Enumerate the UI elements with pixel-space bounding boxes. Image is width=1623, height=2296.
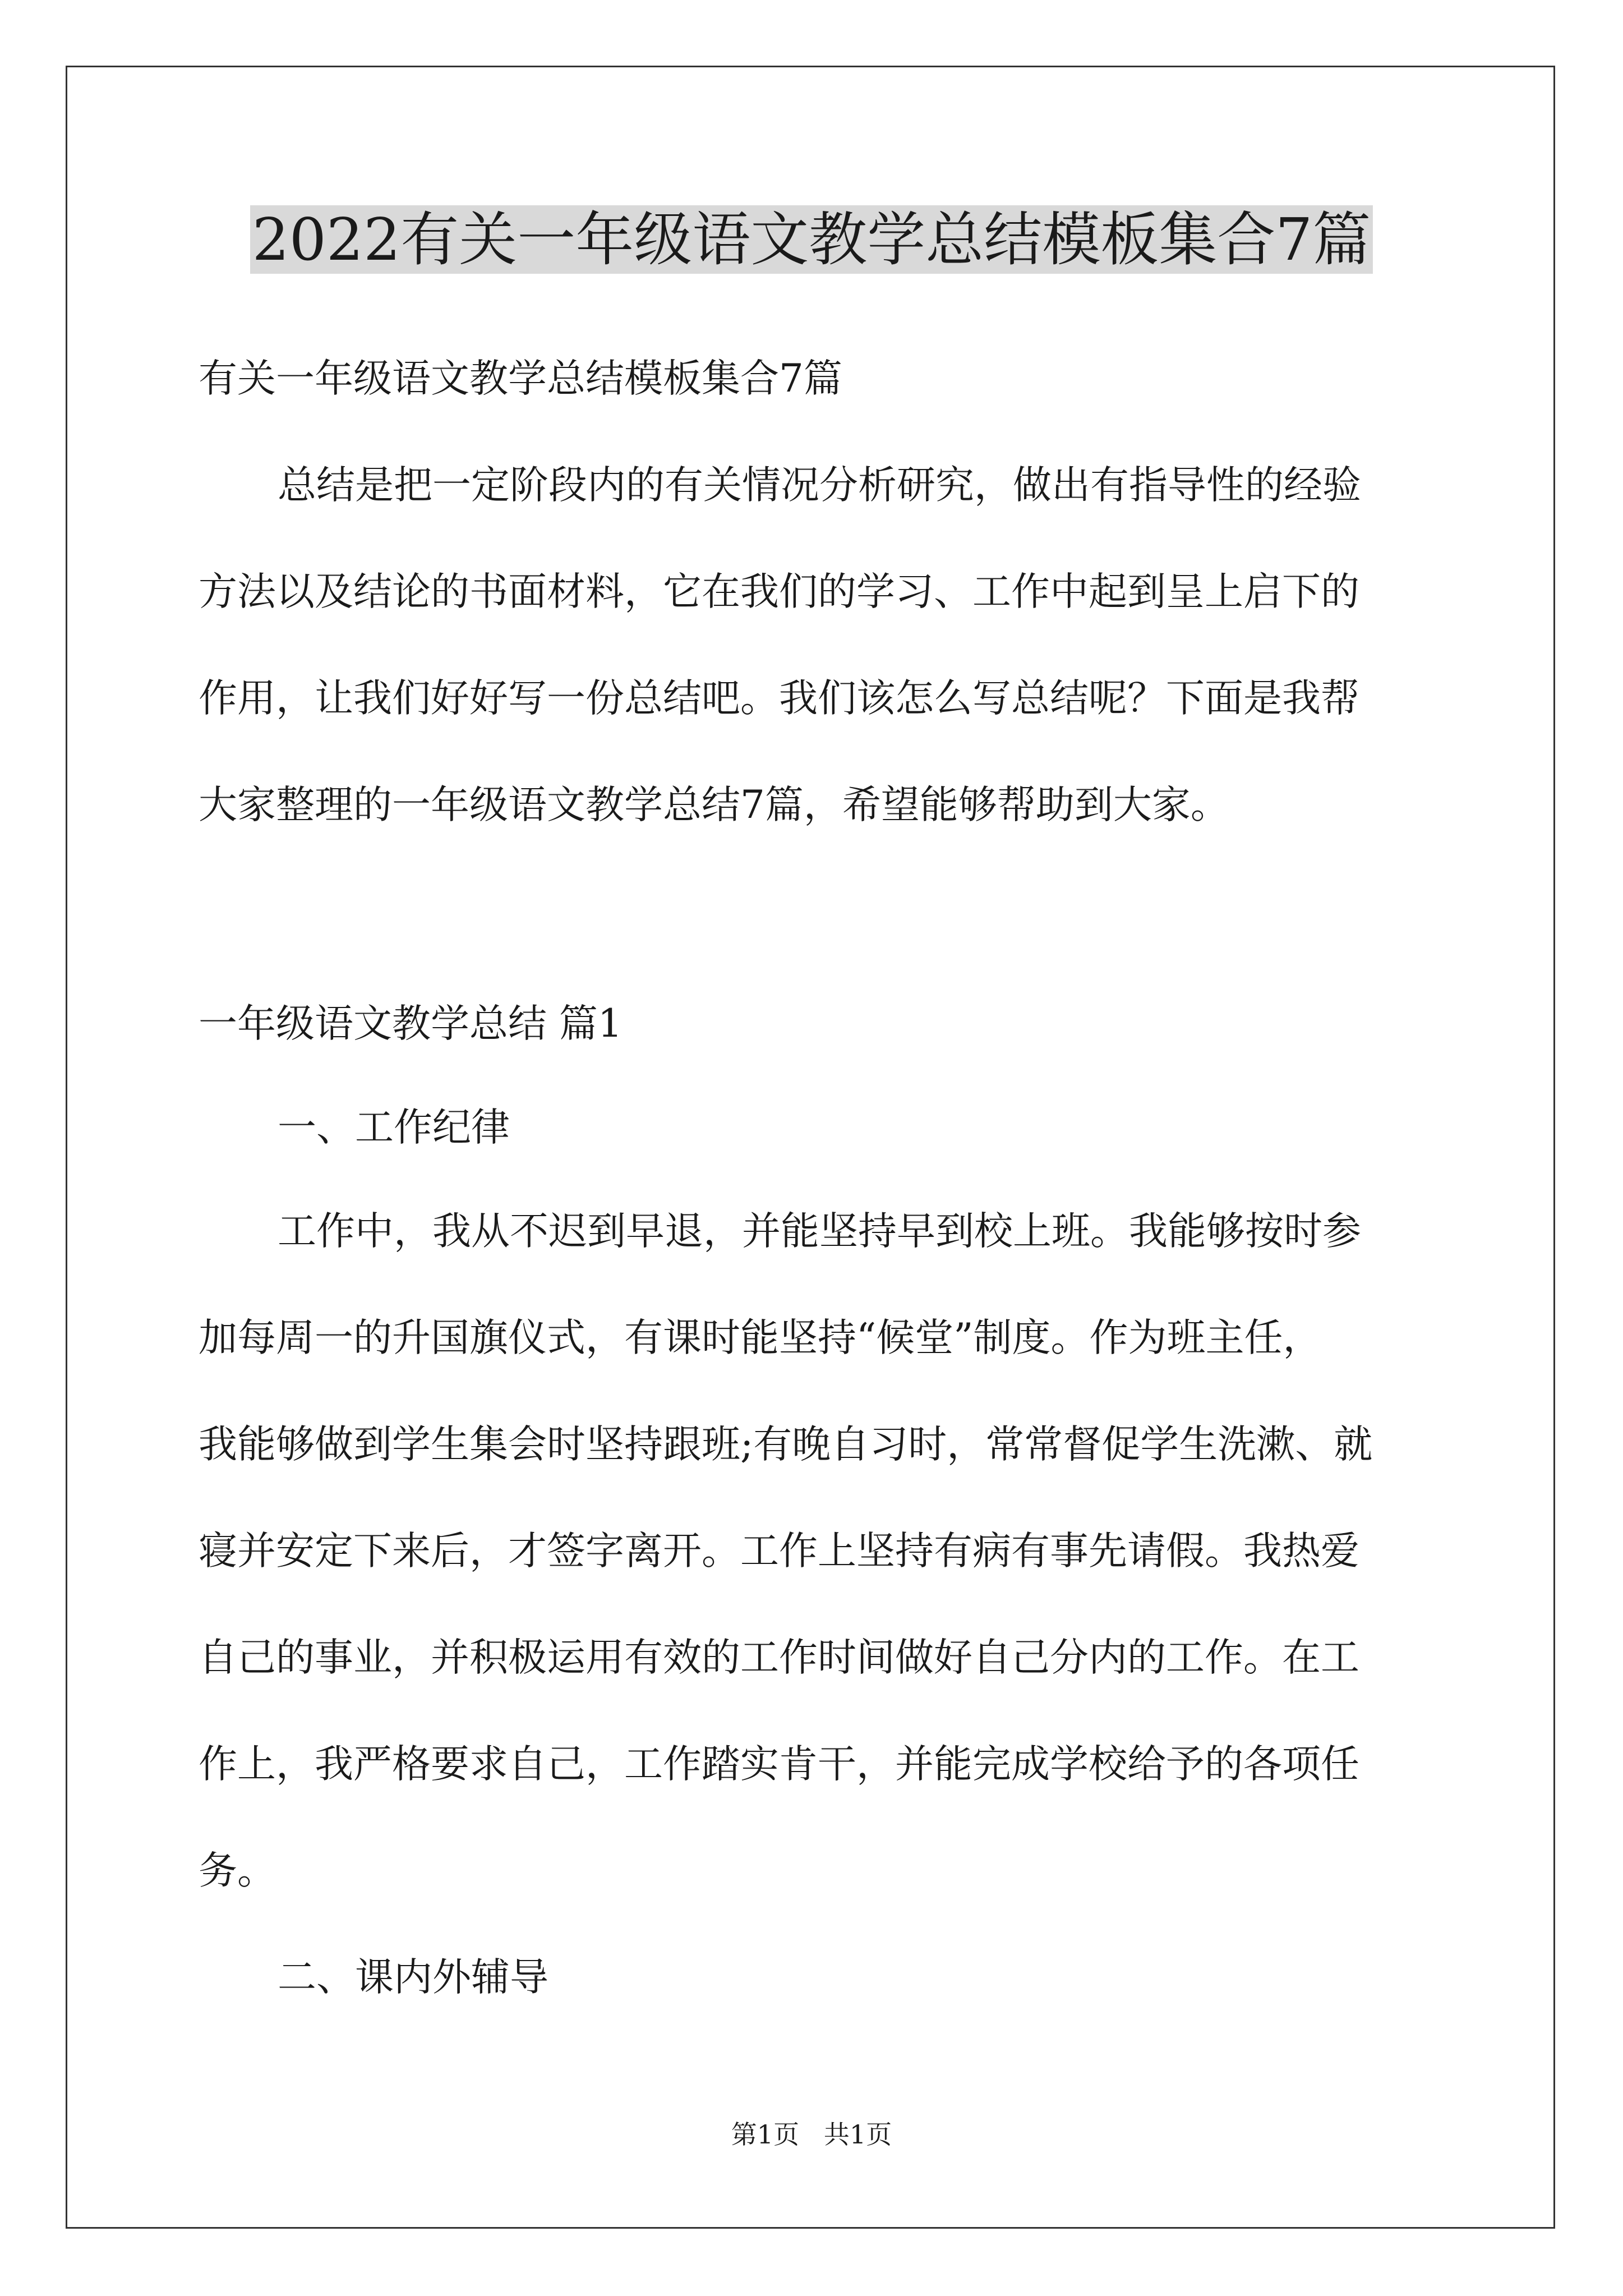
body-line: 寝并安定下来后，才签字离开。工作上坚持有病有事先请假。我热爱: [199, 1529, 1359, 1573]
body-line: 加每周一的升国旗仪式，有课时能坚持“候堂”制度。作为班主任，: [199, 1315, 1322, 1360]
intro-line: 作用，让我们好好写一份总结吧。我们该怎么写总结呢？下面是我帮: [199, 676, 1359, 721]
section-heading: 一年级语文教学总结 篇1: [199, 1001, 623, 1046]
body-line: 我能够做到学生集会时坚持跟班;有晚自习时，常常督促学生洗漱、就: [199, 1422, 1373, 1467]
document-subtitle: 有关一年级语文教学总结模板集合7篇: [199, 356, 842, 401]
body-line: 自己的事业，并积极运用有效的工作时间做好自己分内的工作。在工: [199, 1635, 1359, 1680]
intro-line: 总结是把一定阶段内的有关情况分析研究，做出有指导性的经验: [278, 463, 1361, 508]
body-line: 务。: [199, 1848, 276, 1893]
intro-line: 方法以及结论的书面材料，它在我们的学习、工作中起到呈上启下的: [199, 569, 1359, 614]
document-title: [0, 197, 1623, 282]
subsection-heading: 二、课内外辅导: [278, 1955, 548, 2000]
body-line: 工作中，我从不迟到早退，并能坚持早到校上班。我能够按时参: [278, 1209, 1361, 1254]
page-footer: 第1页 共1页: [731, 2119, 892, 2150]
intro-line: 大家整理的一年级语文教学总结7篇，希望能够帮助到大家。: [199, 783, 1229, 827]
document-title-text: 2022有关一年级语文教学总结模板集合7篇: [250, 205, 1373, 274]
subsection-heading: 一、工作纪律: [278, 1105, 510, 1150]
body-line: 作上，我严格要求自己，工作踏实肯干，并能完成学校给予的各项任: [199, 1742, 1359, 1787]
